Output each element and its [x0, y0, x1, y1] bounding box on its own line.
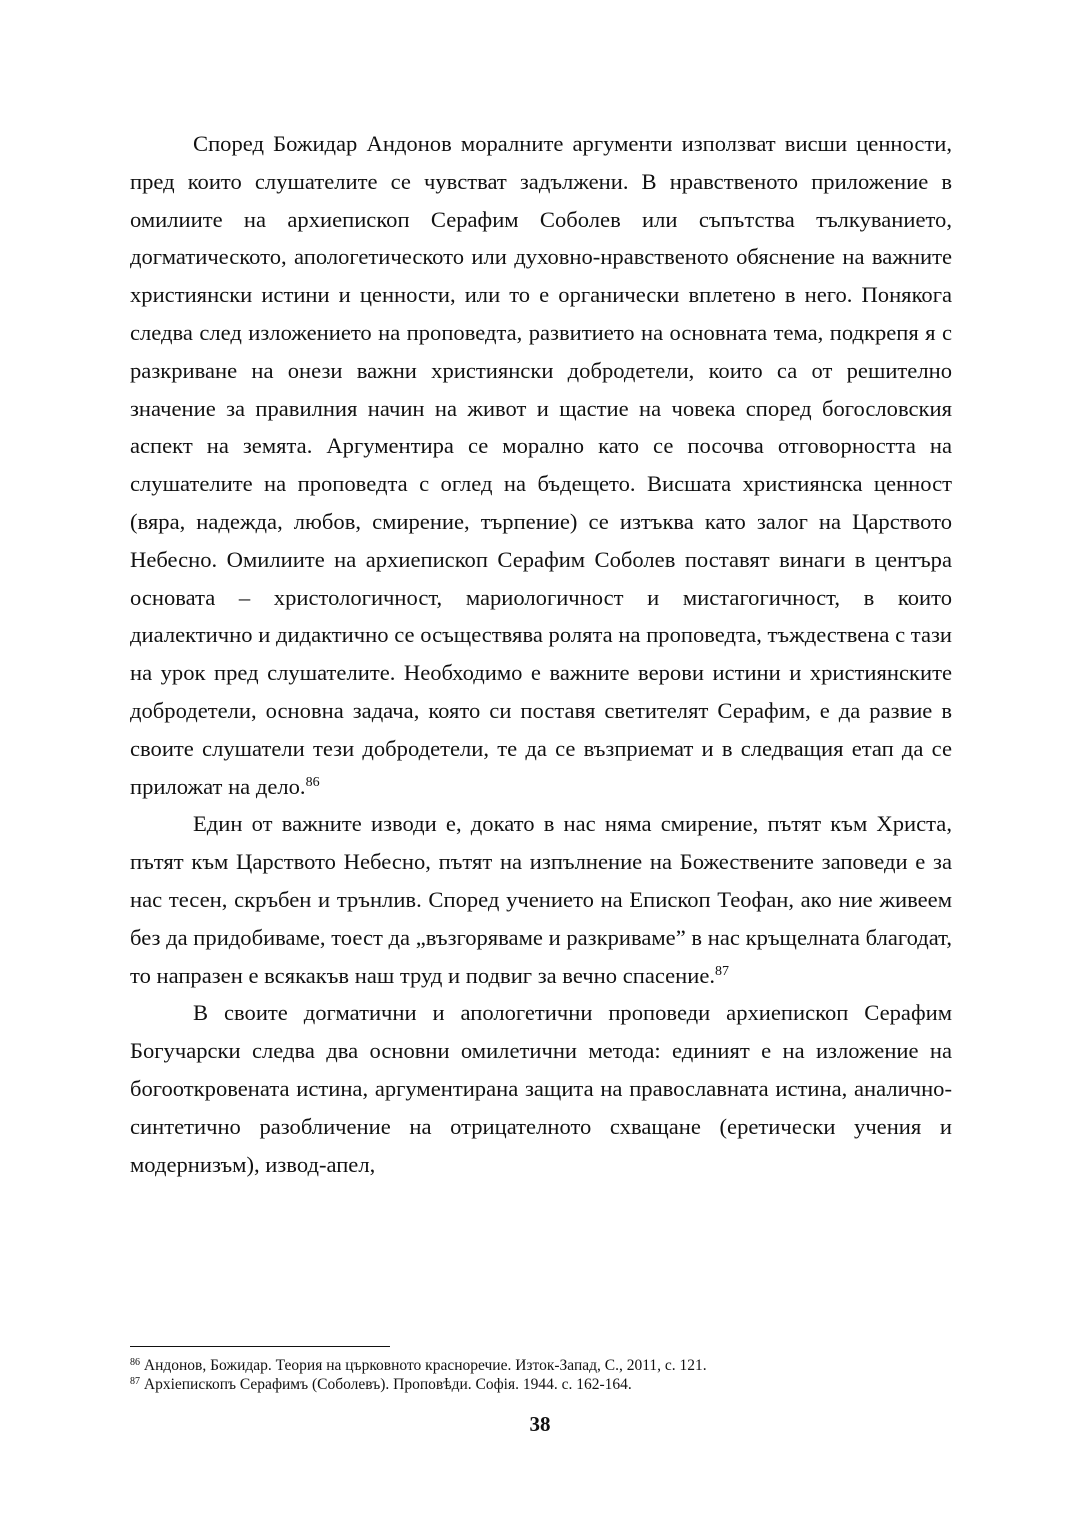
footnote-number: 86	[130, 1357, 140, 1368]
footnote-text: Андонов, Божидар. Теория на църковното красноречие. Изток-Запад, С., 2011, с. 121.	[143, 1357, 707, 1374]
paragraph	[130, 994, 952, 1183]
footnote-reference[interactable]: 87	[715, 963, 730, 979]
footnote-text: Архіепископъ Серафимъ (Соболевъ). Проповѣди. Софія. 1944. с. 162-164.	[143, 1376, 632, 1393]
footnote	[130, 1356, 952, 1375]
paragraph-text: Един от важните изводи е, докато в нас няма смирение, пътят към Христа, пътят към Царството Небесно, пътят на изпълнение на Божествените заповеди е за нас тесен, скръбен и трънлив. Според учението на Епископ Теофан, ако ние живеем без да придобиваме, тоест да „възгоряваме и разкриваме” в нас кръщелната благодат, то напразен е всякакъв наш труд и подвиг за вечно спасение.	[130, 811, 952, 988]
footnote-separator	[130, 1346, 390, 1347]
paragraph-text: Според Божидар Андонов моралните аргументи използват висши ценности, пред които слушателите се чувстват задължени. В нравственото приложение в омилиите на архиепископ Серафим Соболев или съпътства тълкуванието, догматическото, апологетическото или духовно-нравственото обяснение на важните християнски истини и ценности, или то е органически вплетено в него. Понякога следва след изложението на проповедта, развитието на основната тема, подкрепя я с разкриване на онези важни християнски добродетели, които са от решително значение за правилния начин на живот и щастие на човека според богословския аспект на земята. Аргументира се морално като се посочва отговорността на слушателите на проповедта с оглед на бъдещето. Висшата християнска ценност (вяра, надежда, любов, смирение, търпение) се изтъква като залог на Царството Небесно. Омилиите на архиепископ Серафим Соболев поставят винаги в центъра основата – христологичност, мариологичност и мистагогичност, в които диалектично и дидактично се осъществява ролята на проповедта, тъждествена с тази на урок пред слушателите. Необходимо е важните верови истини и християнските добродетели, основна задача, която си поставя светителят Серафим, е да развие в своите слушатели тези добродетели, те да се възприемат и в следващия етап да се приложат на дело.	[130, 131, 952, 799]
page-number: 38	[529, 1412, 551, 1436]
main-text	[130, 125, 952, 1183]
footnote-number: 87	[130, 1376, 140, 1387]
footnote	[130, 1375, 952, 1394]
paragraph-text: В своите догматични и апологетични проповеди архиепископ Серафим Богучарски следва два основни омилетични метода: единият е на изложение на богооткровената истина, аргументирана защита на православната истина, аналично-синтетично разобличение на отрицателното схващане (еретически учения и модернизъм), извод-апел,	[130, 1000, 952, 1177]
paragraph	[130, 805, 952, 994]
paragraph	[130, 125, 952, 805]
footnotes	[130, 1356, 952, 1394]
footnote-reference[interactable]: 86	[305, 774, 320, 790]
